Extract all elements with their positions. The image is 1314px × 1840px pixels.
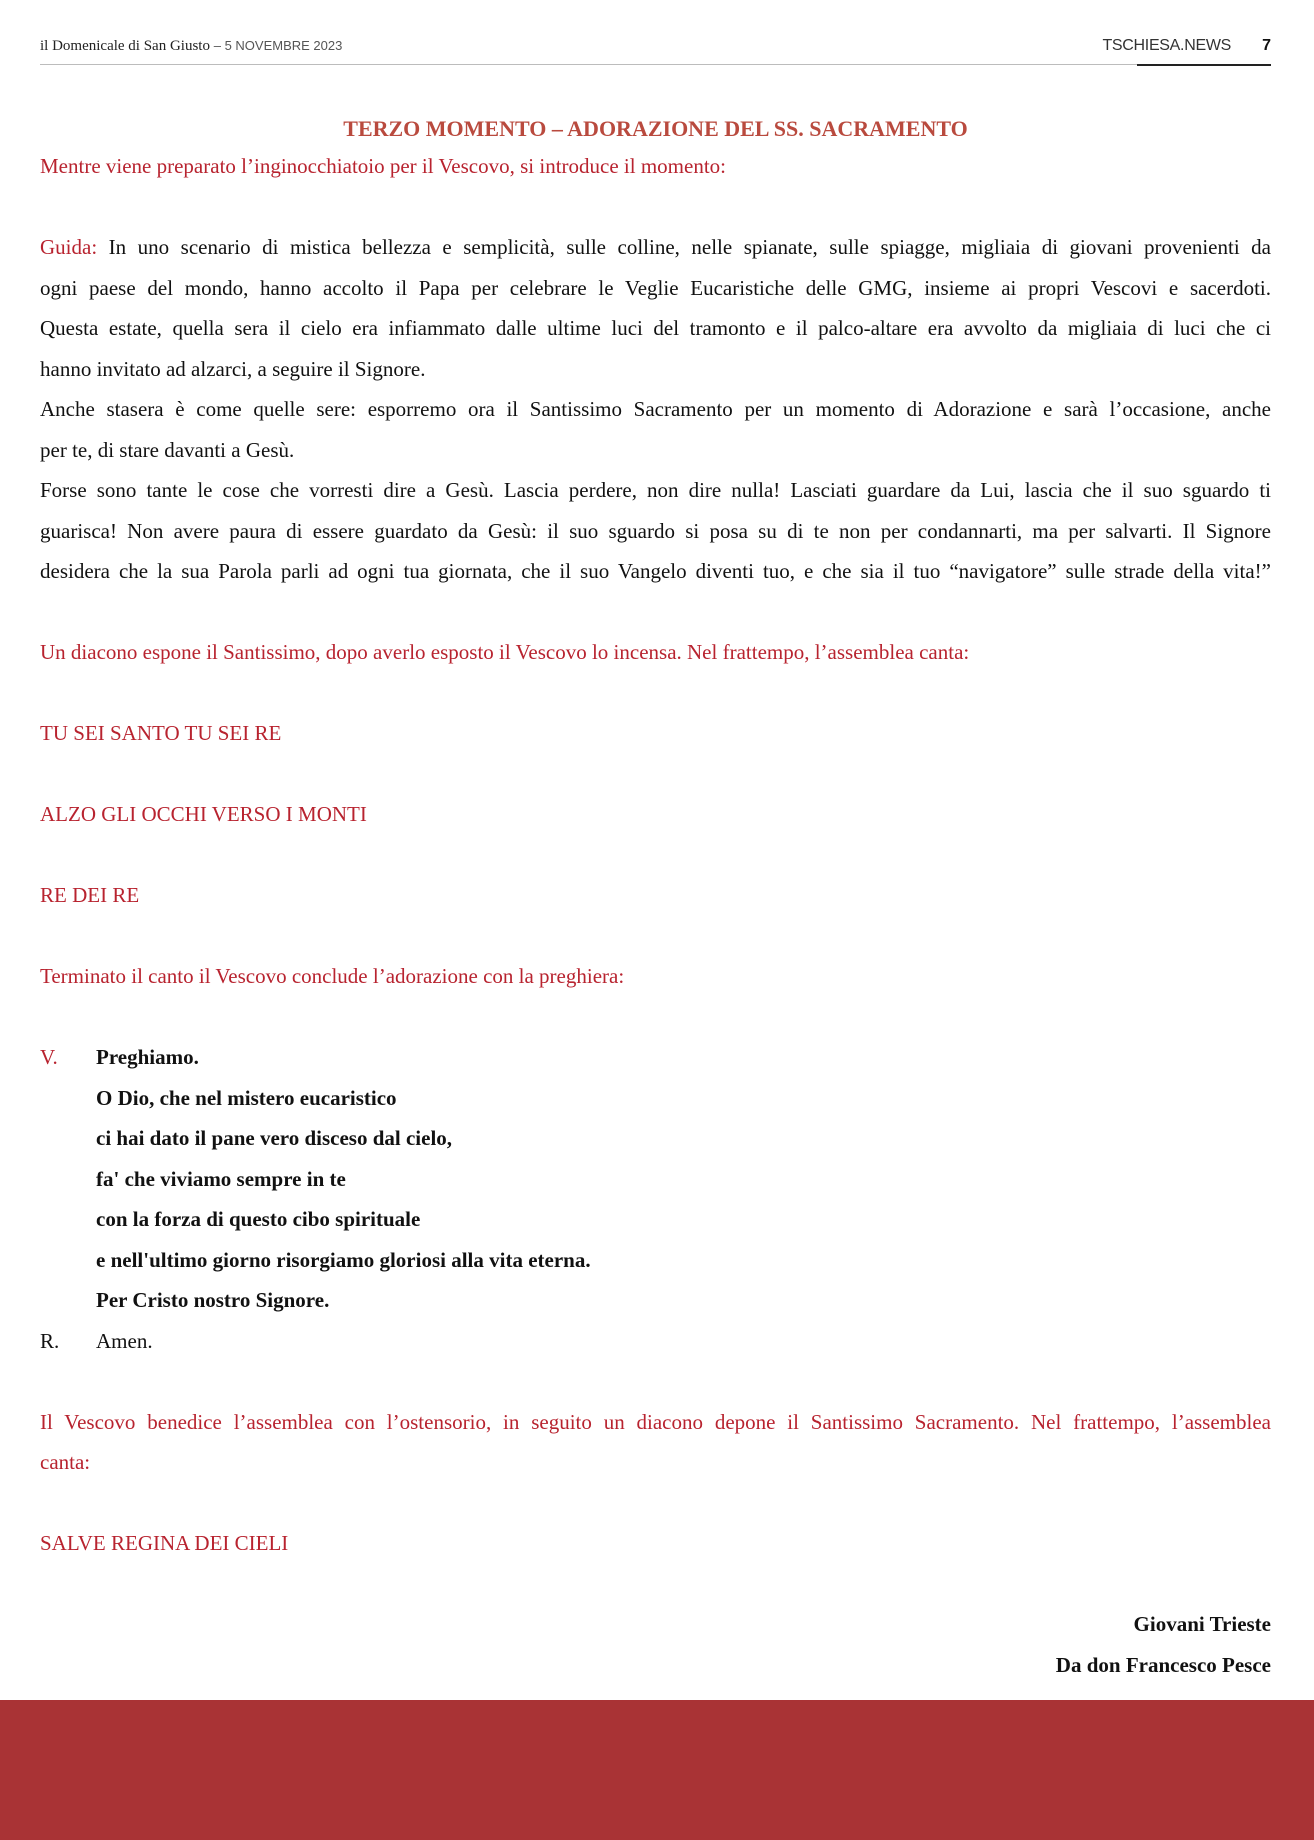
prayer-rubric: Terminato il canto il Vescovo conclude l’adorazione con la preghiera: xyxy=(40,964,625,988)
prayer-line: e nell'ultimo giorno risorgiamo gloriosi alla vita eterna. xyxy=(96,1247,591,1272)
spacer xyxy=(40,592,1271,633)
footer-band xyxy=(0,1700,1314,1840)
page-header xyxy=(40,36,1271,65)
response-block xyxy=(40,1321,1271,1362)
text-line: per te, di stare davanti a Gesù. xyxy=(40,437,295,462)
prayer-line: ci hai dato il pane vero disceso dal cielo, xyxy=(96,1126,453,1150)
text-line: canta: xyxy=(40,1450,91,1474)
prayer-line: fa' che viviamo sempre in te xyxy=(96,1166,346,1191)
signature-line: Da don Francesco Pesce xyxy=(1055,1652,1271,1677)
spacer xyxy=(40,1564,1271,1605)
text-line xyxy=(40,227,1271,268)
publication-name: il Domenicale di San Giusto xyxy=(40,38,210,54)
versicle-marker: V. xyxy=(40,1045,58,1069)
spacer xyxy=(40,997,1271,1038)
guida-paragraph-2 xyxy=(40,389,1271,470)
response-text: Amen. xyxy=(96,1328,153,1353)
prayer-line: O Dio, che nel mistero eucaristico xyxy=(96,1085,397,1110)
prayer-line: Per Cristo nostro Signore. xyxy=(96,1288,330,1312)
intro-rubric: Mentre viene preparato l’inginocchiatoio per il Vescovo, si introduce il momento: xyxy=(40,154,727,178)
guida-label: Guida: xyxy=(40,235,98,259)
spacer xyxy=(40,187,1271,228)
response-marker: R. xyxy=(40,1328,60,1353)
spacer xyxy=(40,673,1271,714)
text-line: hanno invitato ad alzarci, a seguire il Signore. xyxy=(40,356,426,381)
spacer xyxy=(40,835,1271,876)
text-line: Anche stasera è come quelle sere: esporremo ora il Santissimo Sacramento per un momento di Adorazione e sarà l’occasione, anche xyxy=(40,397,1271,421)
song-title: SALVE REGINA DEI CIELI xyxy=(40,1531,289,1555)
section-title: TERZO MOMENTO – ADORAZIONE DEL SS. SACRAMENTO xyxy=(343,116,968,141)
prayer-line: Preghiamo. xyxy=(96,1045,199,1069)
guida-text: In uno scenario di mistica bellezza e semplicità, sulle colline, nelle spianate, sulle spiagge, migliaia di giovani provenienti da xyxy=(97,235,1271,259)
spacer xyxy=(40,754,1271,795)
blessing-rubric xyxy=(40,1402,1271,1483)
header-underline xyxy=(1137,64,1271,66)
text-line: Il Vescovo benedice l’assemblea con l’ostensorio, in seguito un diacono depone il Santissimo Sacramento. Nel frattempo, l’assemblea xyxy=(40,1409,1271,1434)
spacer xyxy=(40,1483,1271,1524)
text-line: guarisca! Non avere paura di essere guardato da Gesù: il suo sguardo si posa su di te non per condannarti, ma per salvarti. Il Signore xyxy=(40,518,1271,543)
publication-masthead xyxy=(40,38,342,55)
signature-line: Giovani Trieste xyxy=(1133,1612,1271,1636)
guida-paragraph-3 xyxy=(40,470,1271,592)
prayer-block xyxy=(40,1037,1271,1321)
article-body xyxy=(40,112,1271,1685)
song-title: TU SEI SANTO TU SEI RE xyxy=(40,721,282,745)
text-line: Questa estate, quella sera il cielo era infiammato dalle ultime luci del tramonto e il palco-altare era avvolto da migliaia di luci che ci xyxy=(40,316,1271,340)
text-line: desidera che la sua Parola parli ad ogni tua giornata, che il suo Vangelo diventi tuo, e che sia il tuo “navigatore” sulle strade della vita!” xyxy=(40,559,1271,583)
signature-block xyxy=(40,1604,1271,1685)
page-number: 7 xyxy=(1262,37,1271,54)
prayer-line: con la forza di questo cibo spirituale xyxy=(96,1207,421,1231)
guida-paragraph-1 xyxy=(40,227,1271,389)
spacer xyxy=(40,916,1271,957)
song-title: RE DEI RE xyxy=(40,883,140,907)
text-line: ogni paese del mondo, hanno accolto il Papa per celebrare le Veglie Eucaristiche delle GMG, insieme ai propri Vescovi e sacerdoti. xyxy=(40,275,1271,300)
exposition-rubric: Un diacono espone il Santissimo, dopo averlo esposto il Vescovo lo incensa. Nel frattempo, l’assemblea canta: xyxy=(40,640,970,664)
issue-date: – 5 NOVEMBRE 2023 xyxy=(213,38,343,53)
song-title: ALZO GLI OCCHI VERSO I MONTI xyxy=(40,802,367,826)
text-line: Forse sono tante le cose che vorresti dire a Gesù. Lascia perdere, non dire nulla! Lasciati guardare da Lui, lascia che il suo sguardo ti xyxy=(40,478,1271,502)
spacer xyxy=(40,1361,1271,1402)
site-link[interactable]: TSCHIESA.NEWS xyxy=(1102,37,1231,54)
